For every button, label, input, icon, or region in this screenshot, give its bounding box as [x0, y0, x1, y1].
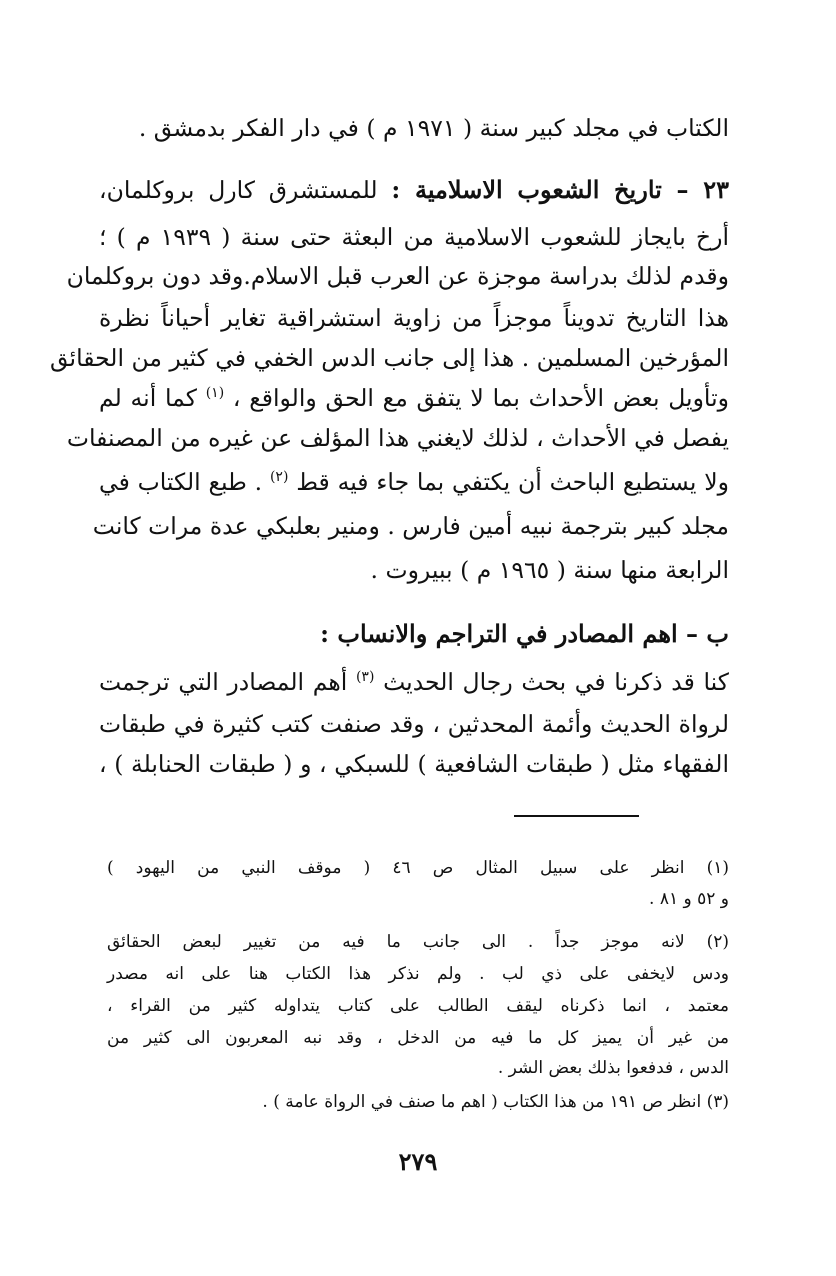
item-23-title: ٢٣ – تاريخ الشعوب الاسلامية : [391, 175, 729, 204]
body-line: الكتاب في مجلد كبير سنة ( ١٩٧١ م ) في دار الفكر بدمشق . [138, 114, 729, 142]
item-23-author: للمستشرق كارل بروكلمان، [99, 176, 378, 204]
footnote-3: (٣) انظر ص ١٩١ من هذا الكتاب ( اهم ما صنف في الرواة عامة ) . [262, 1092, 729, 1112]
body-line: لرواة الحديث وأئمة المحدثين ، وقد صنفت كتب كثيرة في طبقات [99, 710, 729, 738]
body-text: كما أنه لم [99, 384, 197, 412]
body-line: وقدم لذلك بدراسة موجزة عن العرب قبل الاسلام.وقد دون بروكلمان [66, 262, 729, 290]
body-line: يفصل في الأحداث ، لذلك لايغني هذا المؤلف عن غيره من المصنفات [66, 424, 729, 452]
item-23-heading-line [99, 170, 729, 210]
section-b-heading: ب – اهم المصادر في التراجم والانساب : [320, 619, 729, 648]
footnote-2-line: من غير أن يميز كل ما فيه من الدخل ، وقد نبه المعربون الى كثير من [107, 1028, 729, 1048]
page-number: ٢٧٩ [398, 1147, 438, 1176]
body-text: أهم المصادر التي ترجمت [99, 668, 348, 696]
body-line-with-footnote-ref [99, 462, 729, 502]
footnote-separator [514, 815, 639, 817]
body-line-with-footnote-ref [99, 662, 729, 702]
footnote-ref-2: (٢) [269, 469, 289, 486]
body-text: وتأويل بعض الأحداث بما لا يتفق مع الحق والواقع ، [232, 384, 729, 412]
body-text: . طبع الكتاب في [99, 468, 263, 496]
body-text: ولا يستطيع الباحث أن يكتفي بما جاء فيه قط [296, 468, 729, 496]
footnote-1-line: (١) انظر على سبيل المثال ص ٤٦ ( موقف النبي من اليهود ) [107, 858, 729, 878]
body-text: كنا قد ذكرنا في بحث رجال الحديث [383, 668, 729, 696]
footnote-ref-1: (١) [205, 385, 225, 402]
footnote-1-line: و ٥٢ و ٨١ . [649, 889, 729, 909]
footnote-2-line: معتمد ، انما ذكرناه ليقف الطالب على كتاب يتداوله كثير من القراء ، [107, 996, 729, 1016]
footnote-2-line: الدس ، فدفعوا بذلك بعض الشر . [497, 1058, 729, 1078]
body-line: الرابعة منها سنة ( ١٩٦٥ م ) ببيروت . [370, 556, 729, 584]
footnote-2-line: ودس لايخفى على ذي لب . ولم نذكر هذا الكتاب هنا على انه مصدر [107, 964, 729, 984]
body-line: هذا التاريخ تدويناً موجزاً من زاوية استشراقية تغاير أحياناً نظرة [99, 304, 729, 332]
body-line: أرخ بايجاز للشعوب الاسلامية من البعثة حتى سنة ( ١٩٣٩ م ) ؛ [99, 223, 729, 251]
body-line-with-footnote-ref [99, 378, 729, 418]
body-line: المؤرخين المسلمين . هذا إلى جانب الدس الخفي في كثير من الحقائق [49, 344, 729, 372]
footnote-2-line: (٢) لانه موجز جداً . الى جانب ما فيه من تغيير لبعض الحقائق [107, 932, 729, 952]
body-line: الفقهاء مثل ( طبقات الشافعية ) للسبكي ، و ( طبقات الحنابلة ) ، [99, 750, 729, 778]
body-line: مجلد كبير بترجمة نبيه أمين فارس . ومنير بعلبكي عدة مرات كانت [92, 512, 729, 540]
footnote-ref-3: (٣) [355, 669, 375, 686]
